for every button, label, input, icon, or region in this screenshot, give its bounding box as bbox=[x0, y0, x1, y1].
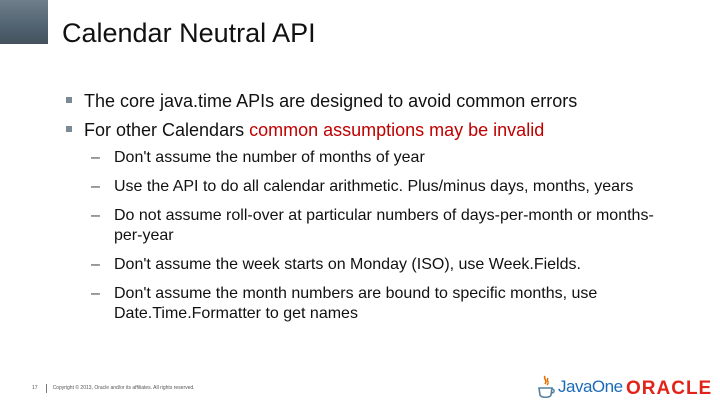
dash-bullet-icon: – bbox=[91, 178, 100, 195]
square-bullet-icon bbox=[66, 97, 72, 103]
sub-bullet-text: Do not assume roll-over at particular numbers of days-per-month or months-per-year bbox=[114, 207, 654, 244]
sub-bullet-item bbox=[66, 148, 716, 168]
dash-bullet-icon: – bbox=[91, 256, 100, 273]
square-bullet-icon bbox=[66, 126, 72, 132]
dash-bullet-icon: – bbox=[91, 207, 100, 224]
page-number: 17 bbox=[32, 385, 38, 391]
sub-bullet-item bbox=[66, 255, 716, 275]
bullet-text: For other Calendars bbox=[84, 120, 250, 140]
sub-bullet-item bbox=[66, 206, 674, 246]
slide-title: Calendar Neutral API bbox=[62, 18, 316, 48]
oracle-logo: ORACLE bbox=[626, 378, 713, 399]
java-cup-icon bbox=[536, 374, 556, 400]
bullet-highlight: common assumptions may be invalid bbox=[249, 120, 545, 140]
javaone-wordmark: JavaOne bbox=[558, 377, 623, 396]
sub-bullet-item bbox=[66, 177, 716, 197]
javaone-logo bbox=[536, 374, 623, 400]
bullet-item bbox=[66, 119, 716, 141]
sub-bullet-text: Don't assume the week starts on Monday (ISO), use Week.Fields. bbox=[114, 256, 581, 273]
footer-divider bbox=[46, 384, 47, 393]
copyright-text: Copyright © 2013, Oracle and/or its affiliates. All rights reserved. bbox=[52, 385, 195, 391]
sub-bullet-text: Use the API to do all calendar arithmetic. Plus/minus days, months, years bbox=[114, 178, 634, 195]
dash-bullet-icon: – bbox=[91, 285, 100, 302]
bullet-item bbox=[66, 90, 716, 112]
sub-bullet-list bbox=[66, 148, 716, 324]
dash-bullet-icon: – bbox=[91, 149, 100, 166]
sub-bullet-item bbox=[66, 284, 714, 324]
sub-bullet-text: Don't assume the month numbers are bound to specific months, use Date.Time.Formatter to get names bbox=[114, 285, 598, 322]
bullet-list bbox=[66, 90, 716, 333]
bullet-text: The core java.time APIs are designed to avoid common errors bbox=[84, 91, 578, 111]
corner-block bbox=[0, 0, 48, 44]
slide-footer bbox=[32, 383, 195, 393]
sub-bullet-text: Don't assume the number of months of year bbox=[114, 149, 425, 166]
